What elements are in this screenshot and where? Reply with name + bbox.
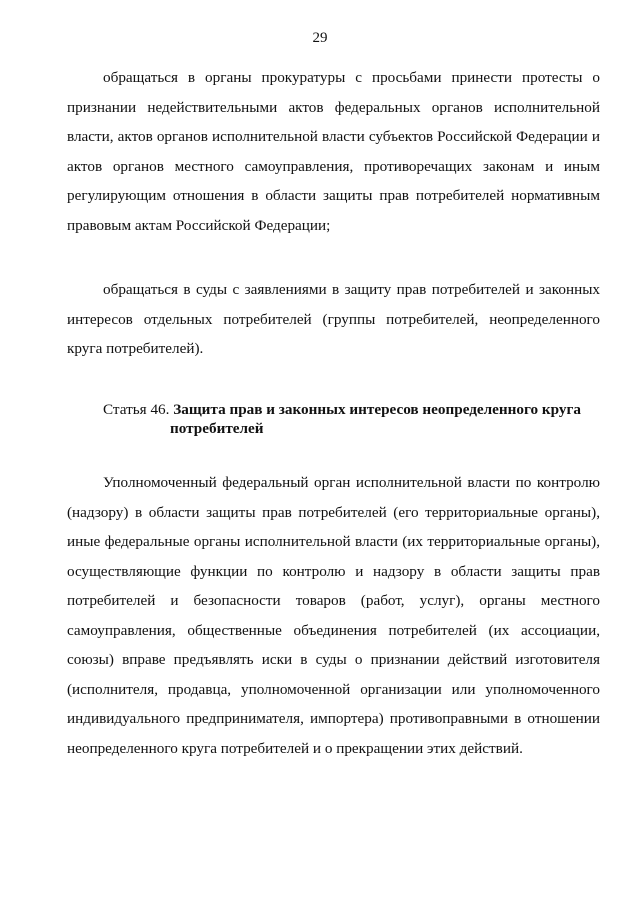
- article-heading: [103, 400, 603, 438]
- article-title-line2: потребителей: [170, 420, 264, 437]
- page-number: 29: [312, 30, 328, 46]
- article-title-line1: Защита прав и законных интересов неопределенного круга: [173, 401, 582, 418]
- paragraph-prosecutor-appeals: обращаться в органы прокуратуры с просьбами принести протесты о признании недействительными актов федеральных органов исполнительной власти, актов органов исполнительной власти субъектов Российской Федерации и актов органов местного самоуправления, противоречащих законам и иным регулирующим отношения в области защиты прав потребителей нормативным правовым актам Российской Федерации;: [67, 69, 600, 234]
- paragraph-block-1: [67, 63, 600, 240]
- paragraph-block-2: [67, 275, 600, 364]
- article-number: Статья 46.: [103, 401, 170, 418]
- paragraph-block-3: [67, 468, 600, 763]
- paragraph-court-appeals: обращаться в суды с заявлениями в защиту прав потребителей и законных интересов отдельных потребителей (группы потребителей, неопределенного круга потребителей).: [67, 281, 600, 357]
- paragraph-article-46-body: Уполномоченный федеральный орган исполнительной власти по контролю (надзору) в области защиты прав потребителей (его территориальные органы), иные федеральные органы исполнительной власти (их территориальные органы), осуществляющие функции по контролю и надзору в области защиты прав потребителей и безопасности товаров (работ, услуг), органы местного самоуправления, общественные объединения потребителей (их ассоциации, союзы) вправе предъявлять иски в суды о признании действий изготовителя (исполнителя, продавца, уполномоченной организации или уполномоченного индивидуального предпринимателя, импортера) противоправными в отношении неопределенного круга потребителей и о прекращении этих действий.: [67, 474, 600, 757]
